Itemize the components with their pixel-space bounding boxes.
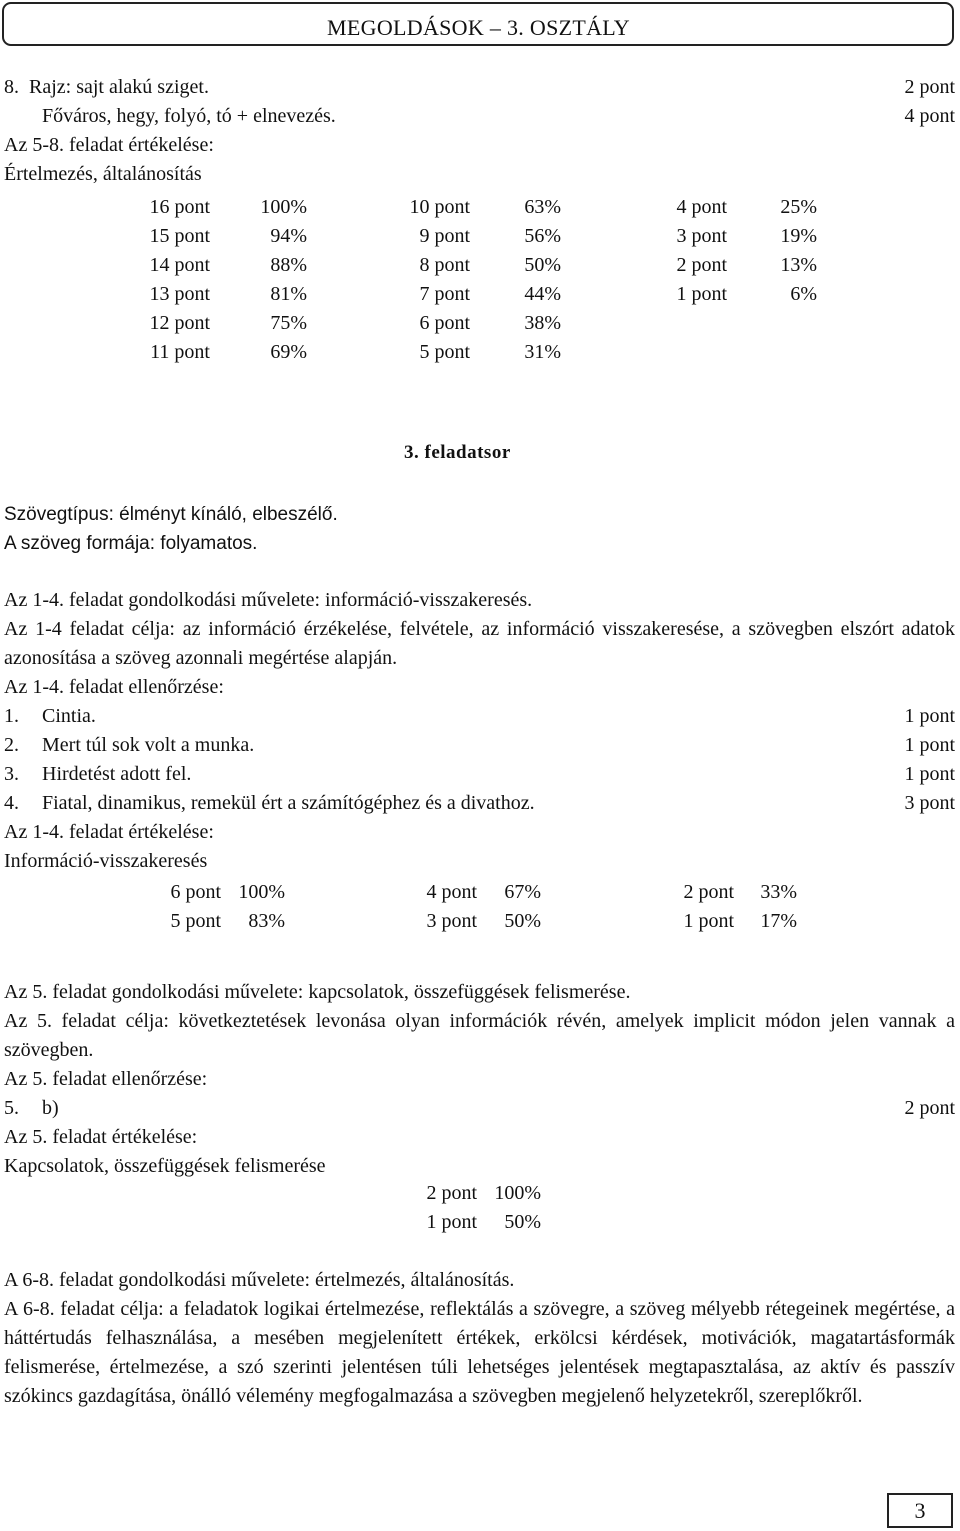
answer-text: Hirdetést adott fel. [42, 763, 192, 785]
header-class: OSZTÁLY [529, 15, 630, 40]
task8-line1 [4, 73, 955, 102]
table-cell: 5 pont [419, 341, 470, 363]
task8-text: 8. Rajz: sajt alakú sziget. [4, 76, 209, 98]
table-cell: 6% [790, 283, 817, 305]
table-cell: 5 pont [170, 910, 221, 932]
task8-points: 2 pont [904, 76, 955, 98]
answer-num: 1. [4, 705, 19, 727]
table-cell: 44% [524, 283, 561, 305]
table-cell: 9 pont [419, 225, 470, 247]
table-cell: 4 pont [676, 196, 727, 218]
table-cell: 2 pont [683, 881, 734, 903]
header-separator: – 3. [484, 15, 530, 40]
table-cell: 69% [270, 341, 307, 363]
table-cell: 81% [270, 283, 307, 305]
text-form: A szöveg formája: folyamatos. [4, 533, 258, 554]
table-cell: 17% [760, 910, 797, 932]
table-cell: 88% [270, 254, 307, 276]
task6-8-operation: A 6-8. feladat gondolkodási művelete: értelmezés, általánosítás. [4, 1269, 515, 1291]
table-cell: 63% [524, 196, 561, 218]
table-cell: 50% [524, 254, 561, 276]
task5-answer [4, 1094, 955, 1123]
table-cell: 13 pont [149, 283, 210, 305]
table-cell: 4 pont [426, 881, 477, 903]
task1-4-eval-label: Az 1-4. feladat értékelése: [4, 821, 214, 843]
header-box [2, 2, 954, 46]
answer-num: 2. [4, 734, 19, 756]
answer-num: 3. [4, 763, 19, 785]
answer-points: 1 pont [904, 734, 955, 756]
task5-answer-text: b) [42, 1097, 59, 1119]
table-cell: 50% [504, 1211, 541, 1233]
table-cell: 12 pont [149, 312, 210, 334]
table-cell: 38% [524, 312, 561, 334]
table-cell: 1 pont [426, 1211, 477, 1233]
table-cell: 100% [494, 1182, 541, 1204]
task5-eval-label: Az 5. feladat értékelése: [4, 1126, 198, 1148]
text-type: Szövegtípus: élményt kínáló, elbeszélő. [4, 504, 338, 525]
task5-eval-name: Kapcsolatok, összefüggések felismerése [4, 1155, 326, 1177]
header-word: EGOLDÁSOK [346, 15, 485, 40]
table-cell: 31% [524, 341, 561, 363]
task8-points2: 4 pont [904, 105, 955, 127]
table-cell: 6 pont [170, 881, 221, 903]
header-initial: M [327, 15, 347, 40]
table-cell: 13% [780, 254, 817, 276]
table-cell: 94% [270, 225, 307, 247]
table-cell: 14 pont [149, 254, 210, 276]
answer-points: 1 pont [904, 705, 955, 727]
task1-4-goal-text: Az 1-4 feladat célja: az információ érzékelése, felvétele, az információ visszakeresése, a szövegben elszórt adatok azonosítása a szöveg azonnali megértése alapján. [4, 618, 955, 669]
table-cell: 1 pont [676, 283, 727, 305]
task1-4-operation: Az 1-4. feladat gondolkodási művelete: információ-visszakeresés. [4, 589, 533, 611]
table-cell: 33% [760, 881, 797, 903]
answer-row [4, 731, 955, 760]
table-cell: 3 pont [426, 910, 477, 932]
table-cell: 1 pont [683, 910, 734, 932]
answer-text: Cintia. [42, 705, 96, 727]
table-cell: 75% [270, 312, 307, 334]
table-cell: 25% [780, 196, 817, 218]
answer-text: Mert túl sok volt a munka. [42, 734, 255, 756]
table-cell: 50% [504, 910, 541, 932]
answer-row [4, 789, 955, 818]
task5-answer-num: 5. [4, 1097, 19, 1119]
table-cell: 2 pont [676, 254, 727, 276]
task1-4-check-label: Az 1-4. feladat ellenőrzése: [4, 676, 224, 698]
table-cell: 10 pont [409, 196, 470, 218]
table-cell: 11 pont [150, 341, 210, 363]
answer-row [4, 760, 955, 789]
page-number: 3 [887, 1493, 953, 1528]
answer-row [4, 702, 955, 731]
task5-answer-points: 2 pont [904, 1097, 955, 1119]
table-cell: 7 pont [419, 283, 470, 305]
task6-8-goal-text: A 6-8. feladat célja: a feladatok logikai értelmezése, reflektálás a szövegre, a szöveg mélyebb rétegeinek megértése, a háttértudás felhasználása, a mesében megjelenített értékek, erkölcsi kérdések, motivációk, magatartásformák felismerése, értelmezése, a szó szerinti jelentésen túli lehetséges jelentések megtapasztalása, az aktív és passzív szókincs gazdagítása, önálló vélemény megfogalmazása a szövegben megjelenő helyzetekről, szereplőkről. [4, 1298, 955, 1407]
section-title: 3. feladatsor [404, 442, 511, 463]
task5-operation: Az 5. feladat gondolkodási művelete: kapcsolatok, összefüggések felismerése. [4, 981, 631, 1003]
task5-goal-text: Az 5. feladat célja: következtetések levonása olyan információk révén, amelyek implicit módon jelen vannak a szövegben. [4, 1010, 955, 1061]
answer-text: Fiatal, dinamikus, remekül ért a számítógéphez és a divathoz. [42, 792, 535, 814]
table-cell: 100% [260, 196, 307, 218]
task6-8-goal [4, 1295, 955, 1411]
table-cell: 83% [248, 910, 285, 932]
table-cell: 3 pont [676, 225, 727, 247]
table-cell: 2 pont [426, 1182, 477, 1204]
task1-4-goal [4, 615, 955, 673]
table-cell: 19% [780, 225, 817, 247]
table-cell: 56% [524, 225, 561, 247]
table-cell: 8 pont [419, 254, 470, 276]
task5-8-eval-name: Értelmezés, általánosítás [4, 163, 202, 185]
answer-points: 1 pont [904, 763, 955, 785]
task5-goal [4, 1007, 955, 1065]
task8-line2 [42, 102, 955, 131]
table-cell: 67% [504, 881, 541, 903]
task1-4-eval-name: Információ-visszakeresés [4, 850, 208, 872]
table-cell: 16 pont [149, 196, 210, 218]
page-header-title [327, 13, 630, 42]
answer-num: 4. [4, 792, 19, 814]
answer-points: 3 pont [904, 792, 955, 814]
task5-8-eval-label: Az 5-8. feladat értékelése: [4, 134, 214, 156]
task5-check-label: Az 5. feladat ellenőrzése: [4, 1068, 208, 1090]
table-cell: 15 pont [149, 225, 210, 247]
task8-text2: Főváros, hegy, folyó, tó + elnevezés. [42, 105, 336, 127]
table-cell: 100% [238, 881, 285, 903]
table-cell: 6 pont [419, 312, 470, 334]
